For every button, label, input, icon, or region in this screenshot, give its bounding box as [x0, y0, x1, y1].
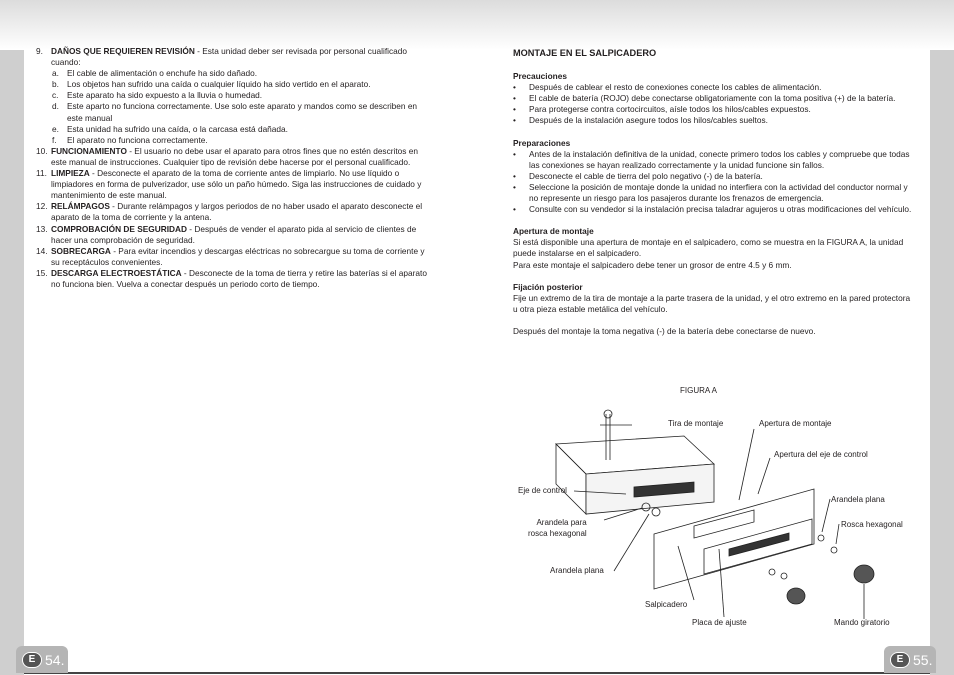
sub-item: a. El cable de alimentación o enchufe ha sido dañado. [52, 68, 258, 79]
item-title: DAÑOS QUE REQUIEREN REVISIÓN [51, 46, 195, 56]
item-title: DESCARGA ELECTROESTÁTICA [51, 267, 182, 278]
precauciones-heading: Precauciones [513, 71, 567, 82]
mounting-strap [606, 414, 610, 460]
preparaciones-list [513, 149, 913, 216]
list-item [36, 268, 434, 290]
sub-item: f. El aparato no funciona correctamente. [52, 134, 208, 145]
bullet-icon: • [513, 181, 516, 192]
safety-list [36, 46, 434, 290]
bullet-icon: • [513, 82, 516, 93]
precauciones-list [513, 82, 913, 126]
bullet-icon: • [513, 170, 516, 181]
washer-right [818, 535, 824, 541]
figure-title: FIGURA A [680, 386, 717, 395]
washer-left-2 [652, 508, 660, 516]
figure-a [514, 384, 924, 634]
bullet-item: • El cable de batería (ROJO) debe conectarse obligatoriamente con la toma positiva (+) de la batería. [513, 93, 896, 104]
label-salpicadero: Salpicadero [645, 600, 688, 609]
sub-item: d. Este aparto no funciona correctamente. Use solo este aparato y mandos como se describen en este manual [52, 101, 418, 123]
fijacion-heading: Fijación posterior [513, 281, 583, 292]
bullet-icon: • [513, 115, 516, 126]
bullet-icon: • [513, 104, 516, 115]
item-text: - Durante relámpagos y largos periodos de no haber usado el aparato desconecte el aparato de la toma de corriente y la antena. [51, 201, 423, 223]
page-number-text: 55. [913, 651, 933, 668]
fijacion-paragraph-2: Después del montaje la toma negativa (-) de la batería debe conectarse de nuevo. [513, 325, 816, 336]
item-number: 14. [36, 245, 48, 256]
bullet-item: • Para protegerse contra cortocircuitos, aísle todos los hilos/cables expuestos. [513, 104, 811, 115]
page-number-right [884, 646, 936, 673]
bullet-item: • Desconecte el cable de tierra del polo negativo (-) de la batería. [513, 170, 763, 181]
mounting-section [513, 46, 913, 337]
item-number: 10. [36, 145, 48, 156]
preparaciones-heading: Preparaciones [513, 137, 571, 148]
list-item [36, 224, 434, 246]
sub-item: c. Este aparato ha sido expuesto a la lluvia o humedad. [52, 90, 263, 101]
bullet-icon: • [513, 148, 516, 159]
section-title: MONTAJE EN EL SALPICADERO [513, 48, 657, 58]
list-item [36, 201, 434, 223]
fijacion-paragraph-1: Fije un extremo de la tira de montaje a la parte trasera de la unidad, y el otro extremo en la pared protectora u otra pieza estable metálica del vehículo. [513, 292, 911, 314]
page-number-left [16, 646, 68, 673]
list-item [36, 46, 434, 68]
item-title: RELÁMPAGOS [51, 201, 110, 212]
item-title: SOBRECARGA [51, 245, 111, 256]
apertura-heading: Apertura de montaje [513, 226, 594, 237]
item-title: LIMPIEZA [51, 168, 90, 179]
label-placa: Placa de ajuste [692, 618, 747, 627]
radio-unit-side [556, 444, 586, 514]
item-title: COMPROBACIÓN DE SEGURIDAD [51, 223, 187, 234]
sub-item: e. Esta unidad ha sufrido una caída, o la carcasa está dañada. [52, 123, 288, 134]
item-number: 9. [36, 46, 43, 56]
knob-right [854, 565, 874, 583]
bullet-item: • Seleccione la posición de montaje donde la unidad no interfiera con la actividad del conductor normal y no represente un riesgo para los pasajeros durante los frenazos de emergencia. [513, 181, 908, 204]
language-e-icon: E [22, 652, 42, 668]
bullet-item: • Después de cablear el resto de conexiones conecte los cables de alimentación. [513, 82, 822, 93]
item-number: 15. [36, 267, 48, 278]
knob-left [787, 588, 805, 604]
item-number: 12. [36, 201, 48, 212]
label-arandela-rosca: Arandela para rosca hexagonal [528, 518, 587, 538]
language-e-icon: E [890, 652, 910, 668]
footer-rule [24, 672, 930, 674]
apertura-paragraph-1: Si está disponible una apertura de montaje en el salpicadero, como se muestra en la FIGURA A, la unidad puede instalarse en el salpicadero. [513, 237, 904, 259]
left-margin-bar [0, 50, 24, 675]
list-item [36, 168, 434, 201]
label-eje-apertura: Apertura del eje de control [774, 450, 868, 459]
bullet-item: • Después de la instalación asegure todos los hilos/cables sueltos. [513, 115, 768, 126]
item-text: - El usuario no debe usar el aparato para otros fines que no estén descritos en este manual de instrucciones. Cualquier tipo de revisión debe hacerse por el personal cualificado. [51, 145, 418, 167]
header-band [0, 0, 954, 50]
sub-item: b. Los objetos han sufrido una caída o cualquier líquido ha sido vertido en el aparato. [52, 79, 371, 90]
item-text: - Desconecte el aparato de la toma de corriente antes de limpiarlo. No use líquido o limpiadores en forma de pulverizador, use sólo un paño húmedo. Siga las instrucciones de cuidado y mantenimiento de este manual. [51, 168, 422, 201]
item-number: 13. [36, 223, 48, 234]
bullet-item: • Consulte con su vendedor si la instalación precisa taladrar agujeros u otras modificaciones del vehículo. [513, 204, 912, 215]
right-margin-bar [930, 50, 954, 675]
label-tira: Tira de montaje [668, 419, 724, 428]
item-title: FUNCIONAMIENTO [51, 145, 127, 156]
bullet-icon: • [513, 204, 516, 215]
item-number: 11. [36, 168, 47, 179]
label-mando: Mando giratorio [834, 618, 890, 627]
label-rosca: Rosca hexagonal [841, 520, 903, 529]
label-arandela-plana-left: Arandela plana [550, 566, 604, 575]
item-text: - Desconecte de la toma de tierra y retire las baterías si el aparato no funciona bien. Vuelva a conectar después un periodo corto de tiempo. [51, 267, 427, 289]
page-number-text: 54. [45, 651, 65, 668]
label-eje: Eje de control [518, 486, 567, 495]
apertura-paragraph-2: Para este montaje el salpicadero debe tener un grosor de entre 4.5 y 6 mm. [513, 259, 792, 270]
hex-nut-right [831, 547, 837, 553]
item-text: - Esta unidad deber ser revisada por personal cualificado cuando: [51, 46, 407, 68]
item-text: - Para evitar incendios y descargas eléctricas no sobrecargue su toma de corriente y su receptáculos convenientes. [51, 245, 425, 267]
item-text: - Después de vender el aparato pida al servicio de clientes de hacer una comprobación de seguridad. [51, 223, 417, 245]
list-item [36, 246, 434, 268]
list-item [36, 146, 434, 168]
bullet-item: • Antes de la instalación definitiva de la unidad, conecte primero todos los cables y compruebe que todas las conexiones se hayan realizado correctamente y la unidad funcione sin fallos. [513, 148, 910, 170]
bullet-icon: • [513, 93, 516, 104]
label-arandela-plana-right: Arandela plana [831, 495, 885, 504]
label-apertura: Apertura de montaje [759, 419, 832, 428]
